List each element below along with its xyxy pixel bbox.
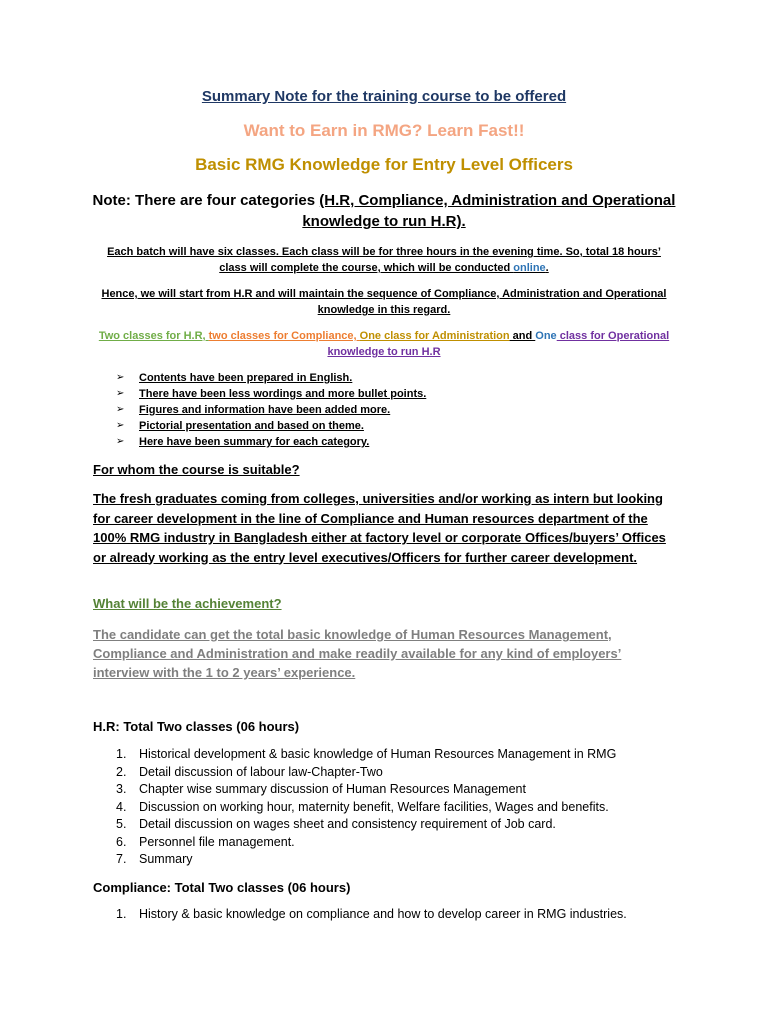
note-categories: (H.R, Compliance, Administration and Operational knowledge to run H.R). bbox=[302, 192, 676, 230]
note-prefix: Note: There are four categories bbox=[92, 192, 320, 209]
arrow-bullet-icon: ➢ bbox=[116, 420, 125, 431]
online-link[interactable]: online bbox=[513, 262, 546, 274]
split-one: One bbox=[535, 330, 557, 342]
course-heading: Basic RMG Knowledge for Entry Level Officers bbox=[195, 155, 573, 174]
split-operational: class for Operational knowledge to run H.R bbox=[327, 330, 670, 358]
list-item: ➢ Contents have been prepared in English. bbox=[116, 372, 353, 384]
split-compliance: two classes for Compliance, bbox=[208, 330, 360, 342]
list-item: 3. Chapter wise summary discussion of Human Resources Management bbox=[116, 782, 526, 796]
list-item: 2. Detail discussion of labour law-Chapter-Two bbox=[116, 764, 383, 779]
categories-note bbox=[90, 190, 678, 232]
arrow-bullet-icon: ➢ bbox=[116, 436, 125, 447]
hr-section-heading: H.R: Total Two classes (06 hours) bbox=[93, 719, 300, 734]
batch-end: . bbox=[545, 262, 549, 274]
audience-heading: For whom the course is suitable? bbox=[93, 462, 300, 477]
batch-paragraph bbox=[100, 244, 668, 276]
arrow-bullet-icon: ➢ bbox=[116, 372, 125, 383]
list-item: ➢ There have been less wordings and more bullet points. bbox=[116, 388, 427, 400]
list-item: ➢ Here have been summary for each category. bbox=[116, 436, 370, 448]
split-admin: One class for Administration bbox=[359, 330, 510, 342]
document-title: Summary Note for the training course to be offered bbox=[201, 88, 567, 105]
list-item: ➢ Figures and information have been added more. bbox=[116, 404, 391, 416]
arrow-bullet-icon: ➢ bbox=[116, 404, 125, 415]
list-item: 1. Historical development & basic knowledge of Human Resources Management in RMG bbox=[116, 747, 617, 761]
arrow-bullet-icon: ➢ bbox=[116, 388, 125, 399]
list-item: 5. Detail discussion on wages sheet and consistency requirement of Job card. bbox=[116, 817, 556, 831]
split-hr: Two classes for H.R, bbox=[98, 330, 209, 342]
document-subtitle: Want to Earn in RMG? Learn Fast!! bbox=[243, 121, 525, 140]
list-item: ➢ Pictorial presentation and based on theme. bbox=[116, 420, 364, 432]
audience-paragraph: The fresh graduates coming from colleges, universities and/or working as intern but looking for career development in the line of Compliance and Human resources department of the 100% RMG industry in Bangladesh either at factory level or corporate Offices/buyers’ Offices or already working as the entry level executives/Officers for further career development. bbox=[93, 491, 666, 565]
class-split-paragraph bbox=[90, 328, 678, 360]
list-item: 7. Summary bbox=[116, 852, 193, 866]
list-item: 1. History & basic knowledge on compliance and how to develop career in RMG industries. bbox=[116, 907, 627, 921]
compliance-section-heading: Compliance: Total Two classes (06 hours) bbox=[93, 880, 351, 895]
batch-text: Each batch will have six classes. Each class will be for three hours in the evening time. So, total 18 hours’ class will complete the course, which will be conducted bbox=[107, 246, 661, 274]
feature-bullet-list bbox=[116, 370, 676, 450]
list-item: 4. Discussion on working hour, maternity benefit, Welfare facilities, Wages and benefits. bbox=[116, 799, 609, 814]
split-and: and bbox=[509, 330, 536, 342]
achievement-heading: What will be the achievement? bbox=[93, 596, 282, 611]
list-item: 6. Personnel file management. bbox=[116, 834, 295, 849]
achievement-paragraph: The candidate can get the total basic knowledge of Human Resources Management, Compliance and Administration and make readily available for any kind of employers’ interview with the 1 to 2 years’ experience. bbox=[93, 627, 622, 680]
sequence-paragraph: Hence, we will start from H.R and will maintain the sequence of Compliance, Administration and Operational knowledge in this regard. bbox=[101, 288, 667, 316]
hr-topic-list bbox=[116, 746, 696, 869]
compliance-topic-list bbox=[116, 906, 696, 924]
